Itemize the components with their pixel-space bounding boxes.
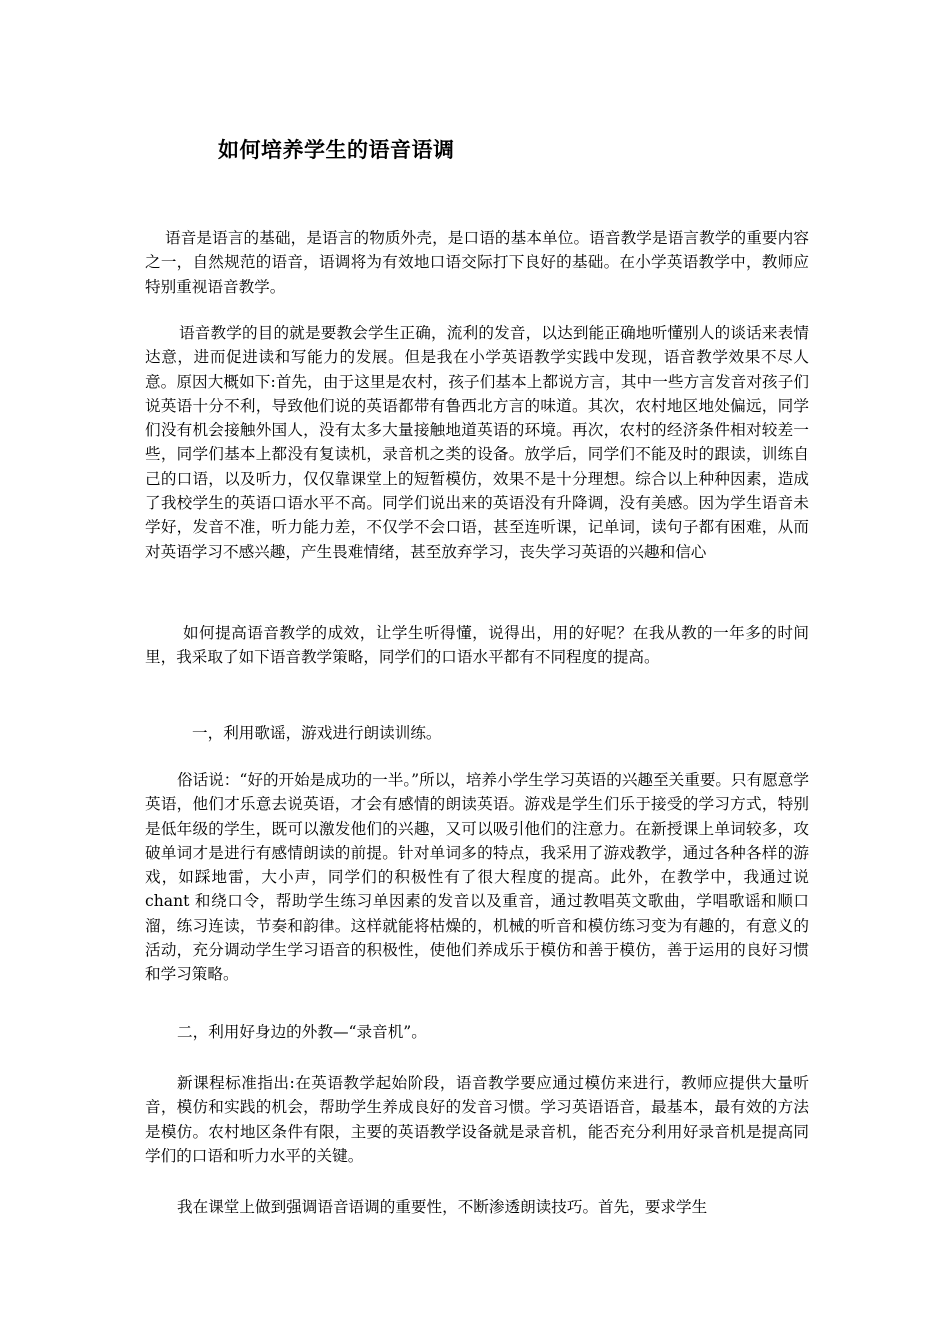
paragraph-recorder: 新课程标准指出:在英语教学起始阶段，语音教学要应通过模仿来进行，教师应提供大量听音，模仿和实践的机会，帮助学生养成良好的发音习惯。学习英语语音，最基本，最有效的方法是模仿。农村地区条件有限，主要的英语教学设备就是录音机，能否充分利用好录音机是提高同学们的口语和听力水平的关键。: [145, 1074, 809, 1165]
paragraph-intro: 语音是语言的基础，是语言的物质外壳，是口语的基本单位。语音教学是语言教学的重要内容之一，自然规范的语音，语调将为有效地口语交际打下良好的基础。在小学英语教学中，教师应特别重视语音教学。: [145, 229, 809, 296]
paragraph-problems: 语音教学的目的就是要教会学生正确，流利的发音，以达到能正确地听懂别人的谈话来表情达意，进而促进读和写能力的发展。但是我在小学英语教学实践中发现，语音教学效果不尽人意。原因大概如下:首先，由于这里是农村，孩子们基本上都说方言，其中一些方言发音对孩子们说英语十分不利，导致他们说的英语都带有鲁西北方言的味道。其次，农村地区地处偏远，同学们没有机会接触外国人，没有太多大量接触地道英语的环境。再次，农村的经济条件相对较差一些，同学们基本上都没有复读机，录音机之类的设备。放学后，同学们不能及时的跟读，训练自己的口语，以及听力，仅仅靠课堂上的短暂模仿，效果不是十分理想。综合以上种种因素，造成了我校学生的英语口语水平不高。同学们说出来的英语没有升降调，没有美感。因为学生语音未学好，发音不准，听力能力差，不仅学不会口语，甚至连听课，记单词，读句子都有困难，从而对英语学习不感兴趣，产生畏难情绪，甚至放弃学习，丧失学习英语的兴趣和信心: [145, 324, 809, 561]
section-heading-1: 一，利用歌谣，游戏进行朗读训练。: [192, 724, 442, 742]
section-heading-2: 二，利用好身边的外教—“录音机”。: [177, 1023, 427, 1041]
paragraph-classroom: 我在课堂上做到强调语音语调的重要性，不断渗透朗读技巧。首先，要求学生: [177, 1198, 708, 1216]
paragraph-strategy-intro: 如何提高语音教学的成效，让学生听得懂，说得出，用的好呢？在我从教的一年多的时间里，我采取了如下语音教学策略，同学们的口语水平都有不同程度的提高。: [145, 624, 809, 667]
document-title: 如何培养学生的语音语调: [218, 137, 455, 162]
paragraph-songs-games: 俗话说：“好的开始是成功的一半。”所以，培养小学生学习英语的兴趣至关重要。只有愿意学英语，他们才乐意去说英语，才会有感情的朗读英语。游戏是学生们乐于接受的学习方式，特别是低年级的学生，既可以激发他们的兴趣，又可以吸引他们的注意力。在新授课上单词较多，攻破单词才是进行有感情朗读的前提。针对单词多的特点，我采用了游戏教学，通过各种各样的游戏，如踩地雷，大小声，同学们的积极性有了很大程度的提高。此外，在教学中，我通过说 chant 和绕口令，帮助学生练习单因素的发音以及重音，通过教唱英文歌曲，学唱歌谣和顺口溜，练习连读，节奏和韵律。这样就能将枯燥的，机械的听音和模仿练习变为有趣的，有意义的活动，充分调动学生学习语音的积极性，使他们养成乐于模仿和善于模仿，善于运用的良好习惯和学习策略。: [145, 771, 809, 984]
